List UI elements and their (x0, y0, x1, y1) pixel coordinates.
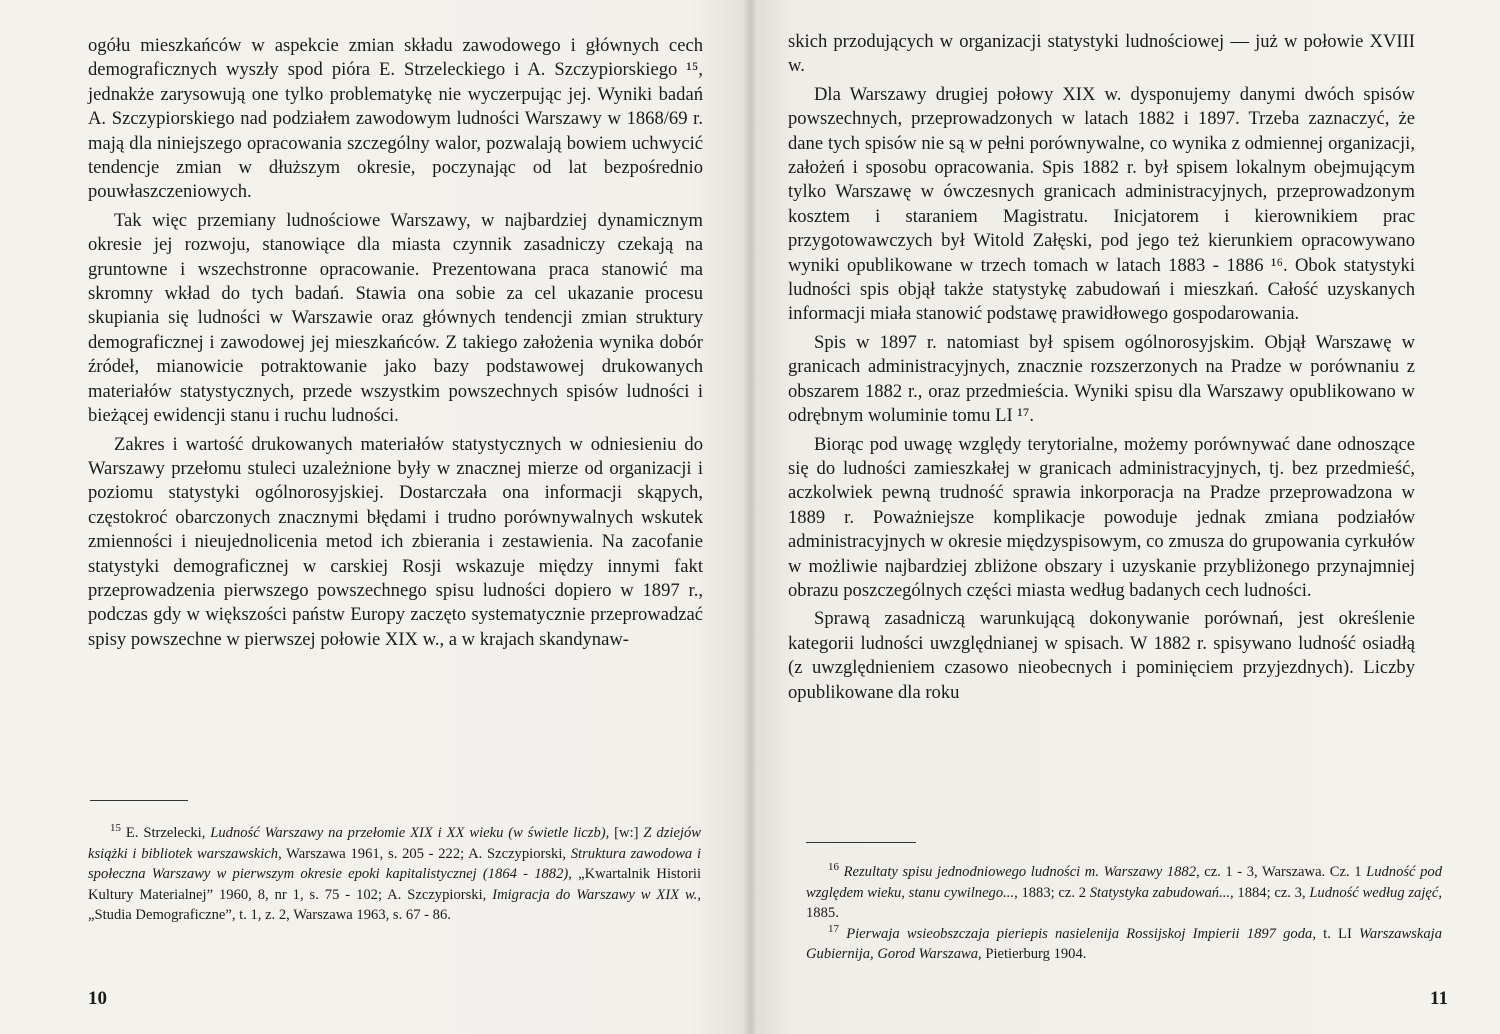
footnote-16-title: Statystyka zabudowań... (1089, 884, 1231, 901)
left-body-text (88, 34, 703, 656)
footnote-15-text: E. Strzelecki, (121, 825, 211, 841)
footnote-15-number: 15 (110, 822, 121, 835)
left-paragraph-2: Tak więc przemiany ludnościowe Warszawy, w najbardziej dynamicznym okresie jej rozwoju, stanowiące dla miasta czynnik zasadniczy czekają na gruntowne i wszechstronne opracowanie. Prezentowana praca stanowić ma skromny wkład do tych badań. Stawia ona sobie za cel ukazanie procesu skupiania się ludności w Warszawie oraz głównych tendencji zmian struktury demograficznej i zawodowej jej mieszkańców. Z takiego założenia wynika dobór źródeł, mianowicie potraktowanie jako bazy podstawowej drukowanych materiałów statystycznych, przede wszystkim powszechnych spisów ludności i bieżącej ewidencji stanu i ruchu ludności. (88, 209, 703, 427)
right-paragraph-5: Sprawą zasadniczą warunkującą dokonywanie porównań, jest określenie kategorii ludności uwzględnianej w spisach. W 1882 r. spisywano ludność osiadłą (z uwzględnieniem czasowo nieobecnych i pominięciem przyjezdnych). Liczby opublikowane dla roku (788, 608, 1415, 703)
footnote-16 (806, 862, 1442, 924)
footnote-15-title: Ludność Warszawy na przełomie XIX i XX wieku (w świetle liczb) (210, 825, 606, 841)
footnote-15-text: , „Kwartalnik Historii Kultury Materialnej” 1960, 8, nr 1, s. 75 - 102; A. Szczypiorski, (88, 866, 702, 903)
left-footnote-rule (90, 800, 188, 801)
footnote-15-title: Imigracja do Warszawy w XIX w. (492, 886, 698, 903)
footnote-17-text: , Pietierburg 1904. (978, 946, 1087, 963)
right-page (750, 0, 1500, 1034)
footnote-15-title: Struktura zawodowa i społeczna Warszawy w pierwszym okresie epoki kapitalistycznej (1864 - 1882) (88, 845, 701, 883)
footnote-15-text: , [w:] (605, 825, 644, 841)
footnote-17-text: , t. LI (1312, 925, 1359, 942)
footnote-17-number: 17 (828, 922, 839, 935)
footnote-16-title: Ludność według zajęć (1309, 884, 1439, 901)
footnote-16-number: 16 (828, 861, 839, 874)
footnote-17 (806, 924, 1442, 965)
footnote-16-title: Ludność pod względem wieku, stanu cywilnego... (806, 864, 1443, 901)
footnote-17-title: Warszawskaja Gubiernija, Gorod Warszawa (806, 925, 1442, 963)
right-paragraph-1: skich przodujących w organizacji statystyki ludnościowej — już w połowie XVIII w. (788, 31, 1415, 77)
right-footnote-rule (806, 842, 916, 843)
right-body-text (788, 30, 1415, 709)
footnote-16-text: , cz. 1 - 3, Warszawa. Cz. 1 (1196, 864, 1367, 880)
footnote-17-title: Pierwaja wsieobszczaja pieriepis nasielenija Rossijskoj Impierii 1897 goda (846, 925, 1313, 942)
footnote-15-text: , Warszawa 1961, s. 205 - 222; A. Szczypiorski, (278, 845, 571, 862)
right-paragraph-4: Biorąc pod uwagę względy terytorialne, możemy porównywać dane odnoszące się do ludności zamieszkałej w granicach administracyjnych, tj. bez przedmieść, aczkolwiek pewną trudność sprawia inkorporacja na Pradze przeprowadzona w 1889 r. Poważniejsze komplikacje powoduje jednak zmiana podziałów administracyjnych w okresie międzyspisowym, co zmusza do grupowania cyrkułów w możliwie najbardziej zbliżone obszary i uzyskanie przybliżonego przynajmniej obrazu poszczególnych części miasta według badanych cech ludności. (788, 433, 1415, 601)
footnote-16-text: , 1885. (806, 884, 1442, 922)
left-paragraph-1: ogółu mieszkańców w aspekcie zmian składu zawodowego i głównych cech demograficznych wyszły spod pióra E. Strzeleckiego i A. Szczypiorskiego ¹⁵, jednakże zarysowują one tylko problematykę nie wyczerpując jej. Wyniki badań A. Szczypiorskiego nad podziałem zawodowym ludności Warszawy w 1868/69 r. mają dla niniejszego opracowania szczególny walor, pozwalają bowiem uchwycić tendencje zmian w dłuższym okresie, poczynając od lat bezpośrednio pouwłaszczeniowych. (88, 35, 703, 203)
footnote-15-title: Z dziejów książki i bibliotek warszawskich (88, 825, 702, 862)
left-paragraph-3: Zakres i wartość drukowanych materiałów statystycznych w odniesieniu do Warszawy przełomu stuleci uzależnione były w znacznej mierze od organizacji i poziomu statystyki ogólnorosyjskiej. Dostarczała ona informacji skąpych, częstokroć obarczonych znacznymi błędami i trudno porównywalnych wskutek zmienności i nieujednolicenia metod ich zbierania i zestawienia. Na zacofanie statystyki demograficznej w carskiej Rosji wskazuje między innymi fakt przeprowadzenia pierwszego powszechnego spisu ludności dopiero w 1897 r., podczas gdy w większości państw Europy zaczęto systematycznie przeprowadzać spisy powszechne w pierwszej połowie XIX w., a w krajach skandynaw- (88, 433, 703, 650)
left-footnotes (88, 823, 701, 926)
footnote-16-title: Rezultaty spisu jednodniowego ludności m. Warszawy 1882 (843, 864, 1196, 880)
right-page-number: 11 (1430, 988, 1448, 1009)
right-paragraph-3: Spis w 1897 r. natomiast był spisem ogólnorosyjskim. Objął Warszawę w granicach administracyjnych, znacznie rozszerzonych na Pradze w porównaniu z obszarem 1882 r., oraz przedmieścia. Wyniki spisu dla Warszawy opublikowano w odrębnym woluminie tomu LI ¹⁷. (788, 331, 1415, 427)
right-paragraph-2: Dla Warszawy drugiej połowy XIX w. dysponujemy danymi dwóch spisów powszechnych, przeprowadzonych w latach 1882 i 1897. Trzeba zaznaczyć, że dane tych spisów nie są w pełni porównywalne, co wynika z odmiennej organizacji, założeń i sposobu opracowania. Spis 1882 r. był spisem lokalnym obejmującym tylko Warszawę w ówczesnych granicach administracyjnych, przeprowadzonym kosztem i staraniem Magistratu. Inicjatorem i kierownikiem prac przygotowawczych był Witold Załęski, pod jego też kierunkiem opracowywano wyniki opublikowane w trzech tomach w latach 1883 - 1886 ¹⁶. Obok statystyki ludności spis objął także statystykę zabudowań i mieszkań. Całość uzyskanych informacji miała stanowić podstawę prawidłowego gospodarowania. (788, 83, 1415, 325)
footnote-16-text: , 1883; cz. 2 (1014, 884, 1090, 901)
book-gutter (744, 0, 756, 1034)
footnote-15 (88, 823, 701, 926)
footnote-16-text: , 1884; cz. 3, (1230, 884, 1310, 901)
right-footnotes (806, 862, 1442, 965)
left-page-number: 10 (88, 988, 107, 1009)
footnote-15-text: , „Studia Demograficzne”, t. 1, z. 2, Warszawa 1963, s. 67 - 86. (88, 886, 701, 924)
